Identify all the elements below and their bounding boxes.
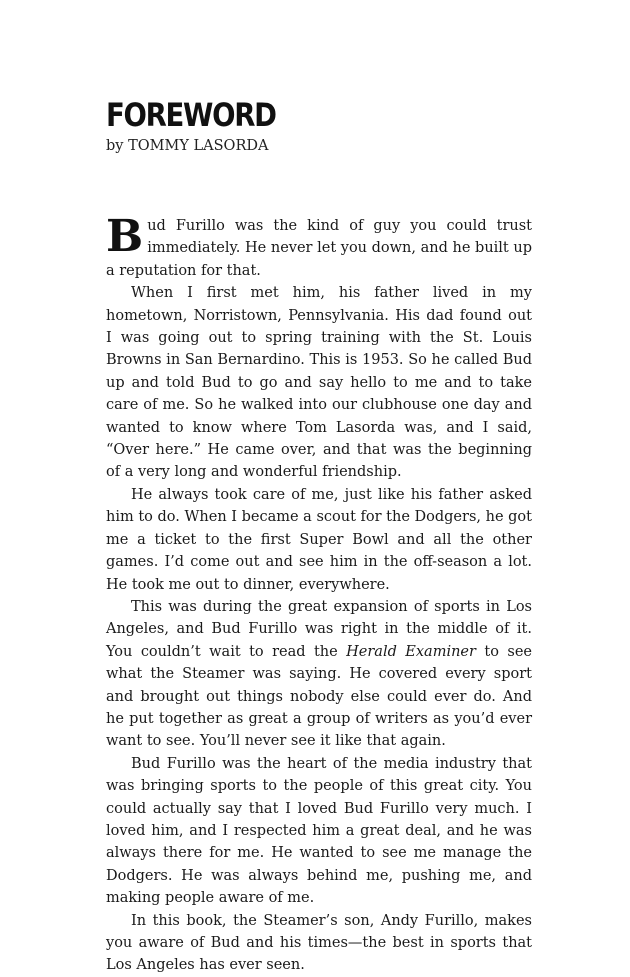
paragraph-3: He always took care of me, just like his father asked him to do. When I became a scout for the Dodgers, he got me a ticket to the first Super Bowl and all the other games. I’d come out and see him in the off-season a lot. He took me out to dinner, everywhere.	[106, 486, 532, 593]
paragraph-2: When I first met him, his father lived in my hometown, Norristown, Pennsylvania. His dad found out I was going out to spring training with the St. Louis Browns in San Bernardino. This is 1953. So he called Bud up and told Bud to go and say hello to me and to take care of me. So he walked into our clubhouse one day and wanted to know where Tom Lasorda was, and I said, “Over here.” He came over, and that was the beginning of a very long and wonderful friendship.	[106, 285, 532, 481]
paragraph-4	[106, 596, 532, 753]
paragraph-4-text-b: to see what the Steamer was saying. He covered every sport and brought out things nobody else could ever do. And he put together as great a group of writers as you’d ever want to see. You’ll never see it like that again.	[106, 643, 532, 750]
paragraph-4-text-a: This was during the great expansion of sports in Los Angeles, and Bud Furillo was right in the middle of it. You couldn’t wait to read the	[106, 598, 532, 660]
paragraph-6: In this book, the Steamer’s son, Andy Furillo, makes you aware of Bud and his times—the best in sports that Los Angeles has ever seen.	[106, 912, 532, 974]
paragraph-5: Bud Furillo was the heart of the media industry that was bringing sports to the people of this great city. You could actually say that I loved Bud Furillo very much. I loved him, and I respected him a great deal, and he was always there for me. He wanted to see me manage the Dodgers. He was always behind me, pushing me, and making people aware of me.	[106, 755, 532, 907]
newspaper-title: Herald Examiner	[346, 643, 476, 660]
byline: by TOMMY LASORDA	[106, 138, 269, 154]
paragraph-1-text: ud Furillo was the kind of guy you could trust immediately. He never let you down, and he built up a reputation for that.	[106, 218, 532, 279]
paragraph-1	[106, 211, 532, 282]
chapter-heading: FOREWORD	[106, 96, 276, 134]
drop-cap: B	[106, 211, 144, 262]
foreword-body	[106, 211, 532, 977]
